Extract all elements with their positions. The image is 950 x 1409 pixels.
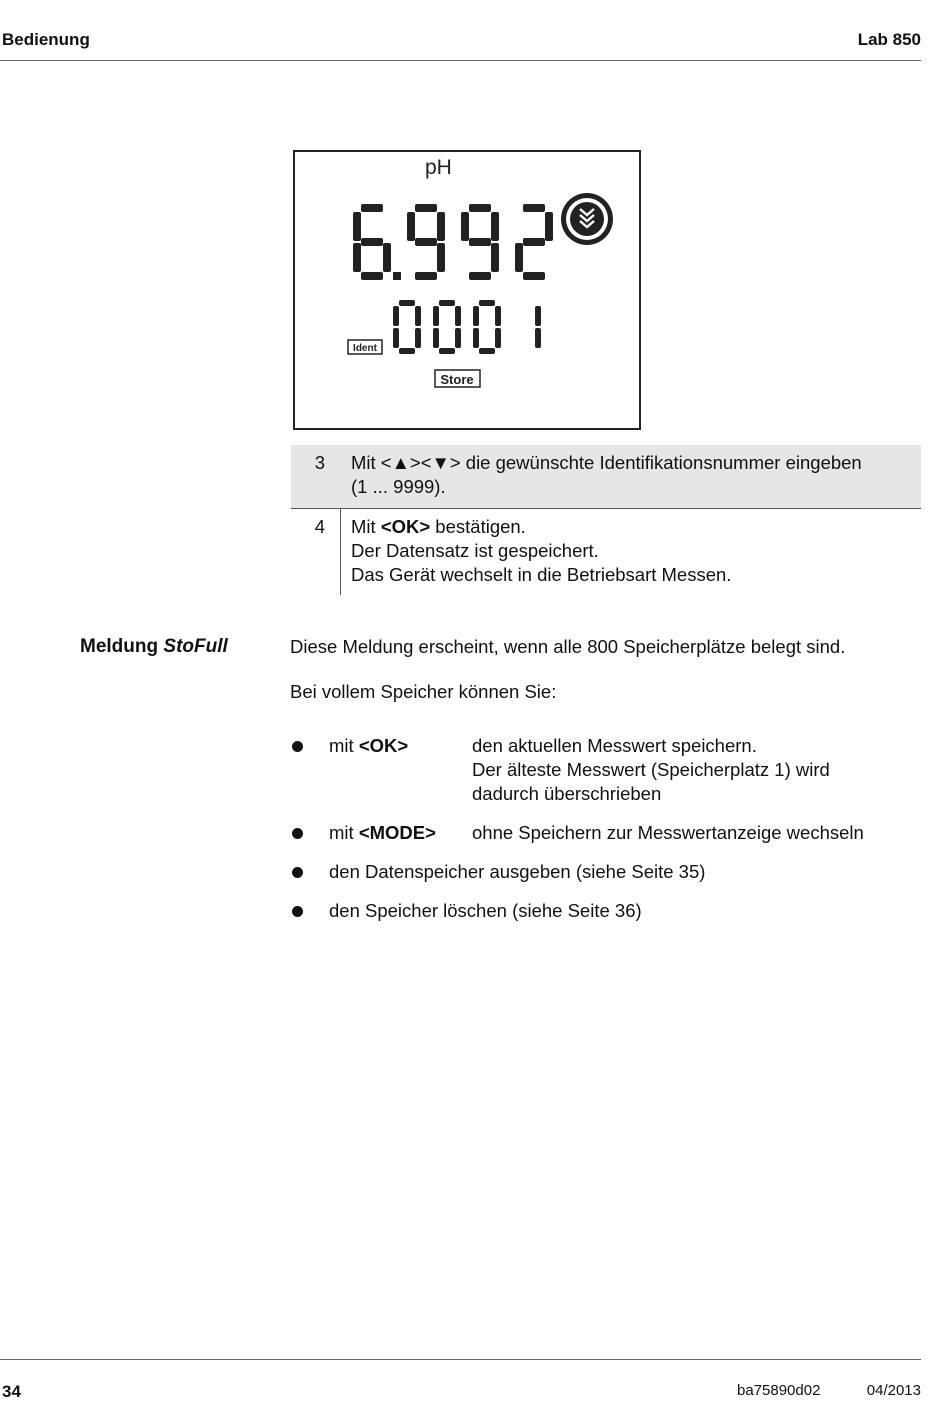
digit-segment-0 [415, 306, 421, 326]
digit-segment-6 [353, 212, 361, 241]
step-text [351, 445, 921, 499]
bullet-icon [292, 828, 303, 839]
digit-segment-9 [415, 204, 437, 212]
section-paragraph: Diese Meldung erscheint, wenn alle 800 Speicherplätze belegt sind. [290, 636, 846, 657]
ident-label: Ident [353, 343, 377, 354]
digit-segment-0 [433, 306, 439, 326]
step-line: Der Datensatz ist gespeichert. [351, 540, 599, 561]
step-row [291, 509, 921, 595]
step-text [351, 509, 921, 587]
digit-segment-0 [473, 328, 479, 348]
item-text: den Speicher löschen (siehe Seite 36) [329, 900, 642, 921]
digit-segment-9 [407, 212, 415, 241]
decimal-point [393, 272, 401, 280]
digit-segment-0 [393, 328, 399, 348]
step-line-suffix: bestätigen. [430, 516, 526, 537]
store-label: Store [440, 372, 474, 387]
digit-segment-2 [523, 238, 545, 246]
digit-segment-2 [523, 272, 545, 280]
page-footer [0, 1359, 921, 1401]
digit-segment-0 [393, 306, 399, 326]
step-number: 4 [314, 516, 325, 537]
list-item [290, 860, 920, 884]
digit-segment-9 [437, 212, 445, 241]
digit-segment-6 [361, 204, 383, 212]
step-line: Das Gerät wechselt in die Betriebsart Messen. [351, 564, 732, 585]
key-label: mit <OK> [329, 735, 409, 756]
header-section-title: Bedienung [2, 30, 90, 49]
bullet-list [290, 734, 920, 938]
digit-segment-9 [469, 204, 491, 212]
digit-segment-0 [455, 306, 461, 326]
digit-segment-6 [361, 272, 383, 280]
digit-segment-9 [491, 243, 499, 272]
bullet-icon [292, 867, 303, 878]
step-line [351, 515, 921, 539]
page-number: 34 [2, 1382, 21, 1401]
step-number: 3 [314, 452, 325, 473]
step-line-prefix: Mit [351, 516, 381, 537]
secondary-value-digits [393, 300, 541, 354]
item-description: ohne Speichern zur Messwertanzeige wechseln [472, 822, 864, 843]
digit-segment-0 [439, 300, 455, 306]
step-line: Mit <▲><▼> die gewünschte Identifikationsnummer eingeben [351, 452, 862, 473]
document-date: 04/2013 [866, 1382, 921, 1399]
digit-segment-0 [455, 328, 461, 348]
digit-segment-0 [479, 348, 495, 354]
digit-segment-0 [495, 306, 501, 326]
header-product-name: Lab 850 [857, 30, 921, 49]
digit-segment-9 [415, 272, 437, 280]
section-paragraph: Bei vollem Speicher können Sie: [290, 681, 557, 702]
lcd-display [295, 152, 643, 432]
digit-segment-0 [415, 328, 421, 348]
digit-segment-1 [535, 328, 541, 348]
digit-segment-0 [399, 300, 415, 306]
digit-segment-0 [479, 300, 495, 306]
digit-segment-6 [361, 238, 383, 246]
unit-label: pH [425, 156, 452, 179]
bullet-icon [292, 741, 303, 752]
digit-segment-0 [433, 328, 439, 348]
step-table [291, 445, 921, 595]
digit-segment-0 [473, 306, 479, 326]
store-tag [435, 370, 480, 387]
digit-segment-6 [383, 243, 391, 272]
main-value-digits [353, 204, 553, 280]
digit-segment-2 [515, 243, 523, 272]
step-line: (1 ... 9999). [351, 476, 446, 497]
digit-segment-1 [535, 306, 541, 326]
item-text: den Datenspeicher ausgeben (siehe Seite 35) [329, 861, 706, 882]
list-item [290, 899, 920, 923]
digit-segment-2 [545, 212, 553, 241]
ident-tag [348, 340, 382, 354]
digit-segment-0 [399, 348, 415, 354]
digit-segment-9 [491, 212, 499, 241]
document-id: ba75890d02 [737, 1382, 821, 1399]
key-label: mit <MODE> [329, 822, 436, 843]
digit-segment-9 [469, 272, 491, 280]
bullet-icon [292, 906, 303, 917]
digit-segment-2 [523, 204, 545, 212]
digit-segment-9 [415, 238, 437, 246]
digit-segment-9 [437, 243, 445, 272]
digit-segment-0 [439, 348, 455, 354]
meter-display-illustration [293, 150, 641, 430]
item-description: den aktuellen Messwert speichern. Der älteste Messwert (Speicherplatz 1) wird dadurch überschrieben [472, 735, 830, 804]
page-header [0, 28, 921, 61]
digit-segment-9 [461, 212, 469, 241]
section-side-heading [80, 636, 228, 658]
section-label-prefix: Meldung [80, 636, 164, 657]
digit-segment-0 [495, 328, 501, 348]
step-row [291, 445, 921, 509]
section-label-message: StoFull [163, 636, 228, 657]
digit-segment-9 [469, 238, 491, 246]
digit-segment-6 [353, 243, 361, 272]
list-item [290, 821, 920, 845]
ok-key-label: <OK> [380, 516, 431, 537]
stability-chevrons-icon [561, 193, 613, 245]
list-item [290, 734, 920, 806]
